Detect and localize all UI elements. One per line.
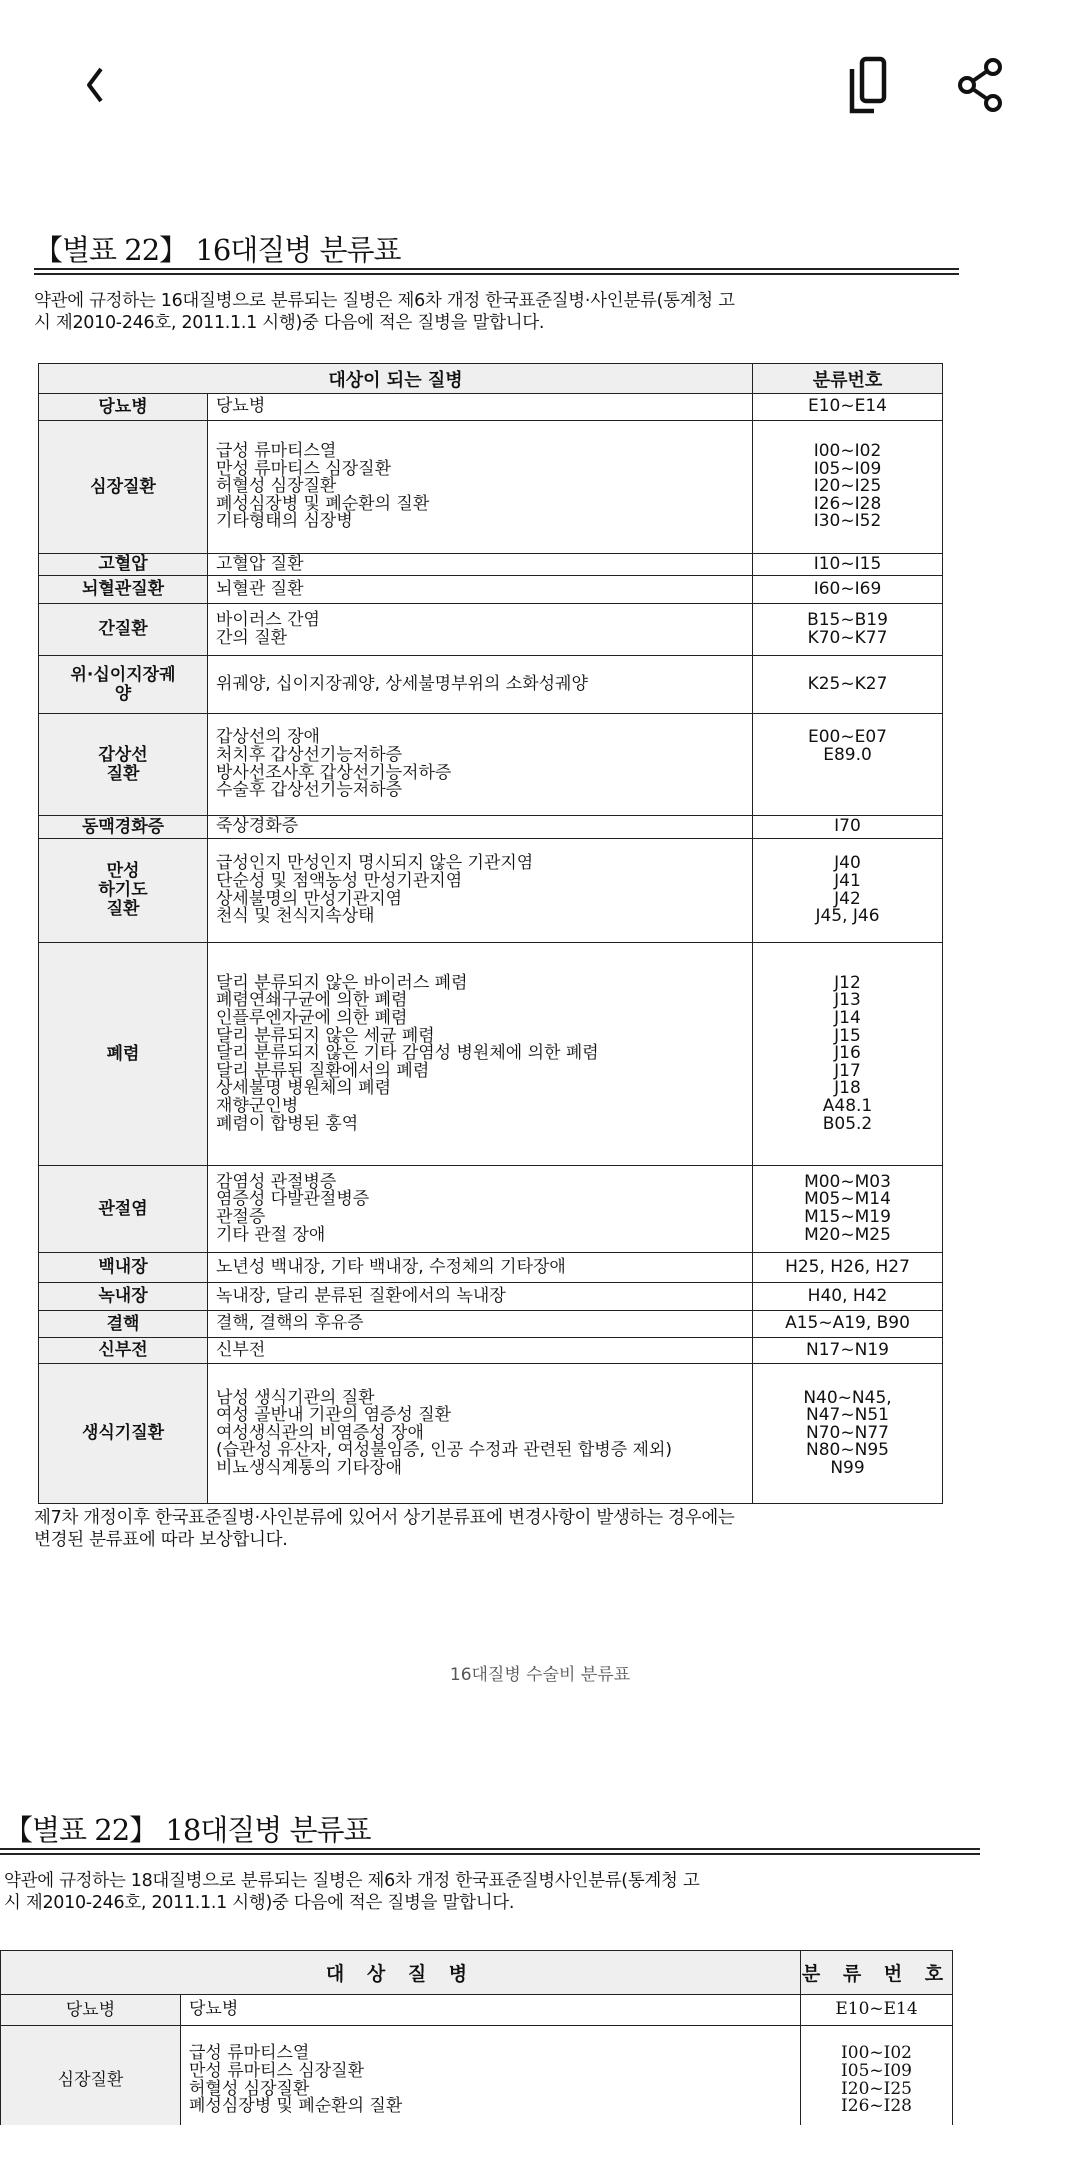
category-cell: 당뇨병 xyxy=(1,1995,181,2026)
table-row xyxy=(39,1364,943,1504)
disease-cell: 고혈압 질환 xyxy=(208,554,753,576)
table-row xyxy=(1,1995,953,2026)
code-cell: I70 xyxy=(753,816,943,839)
disease-cell: 위궤양, 십이지장궤양, 상세불명부위의 소화성궤양 xyxy=(208,656,753,714)
copy-icon xyxy=(846,55,894,115)
section-18-title: 【별표 22】 18대질병 분류표 xyxy=(4,1813,371,1847)
back-button[interactable] xyxy=(70,60,120,110)
table-row xyxy=(39,839,943,943)
disease-cell: 신부전 xyxy=(208,1338,753,1364)
disease-cell: 갑상선의 장애 처치후 갑상선기능저하증 방사선조사후 갑상선기능저하증 수술후 갑상선기능저하증 xyxy=(208,714,753,816)
table-row xyxy=(39,1166,943,1253)
header-code: 분 류 번 호 xyxy=(801,1951,953,1995)
top-app-bar xyxy=(0,0,1080,170)
table-row xyxy=(1,2026,953,2126)
table-row xyxy=(39,421,943,554)
header-code: 분류번호 xyxy=(753,364,943,394)
code-cell: M00~M03 M05~M14 M15~M19 M20~M25 xyxy=(753,1166,943,1253)
disease-cell: 뇌혈관 질환 xyxy=(208,576,753,604)
disease-cell: 당뇨병 xyxy=(181,1995,801,2026)
category-cell: 동맥경화증 xyxy=(39,816,208,839)
disease-cell: 바이러스 간염 간의 질환 xyxy=(208,604,753,656)
category-cell: 만성 하기도 질환 xyxy=(39,839,208,943)
table-row xyxy=(39,1253,943,1283)
table-row xyxy=(39,1338,943,1364)
table-row xyxy=(39,1311,943,1338)
category-cell: 심장질환 xyxy=(1,2026,181,2126)
table-row xyxy=(39,604,943,656)
share-button[interactable] xyxy=(950,52,1010,117)
code-cell: E10~E14 xyxy=(801,1995,953,2026)
disease-cell: 남성 생식기관의 질환 여성 골반내 기관의 염증성 질환 여성생식관의 비염증성 장애 (습관성 유산자, 여성불임증, 인공 수정과 관련된 합병증 제외) 비뇨생식계통의 기타장애 xyxy=(208,1364,753,1504)
image-caption: 16대질병 수술비 분류표 xyxy=(449,1665,631,1685)
code-cell: E10~E14 xyxy=(753,394,943,421)
disease-cell: 노년성 백내장, 기타 백내장, 수정체의 기타장애 xyxy=(208,1253,753,1283)
code-cell: J40 J41 J42 J45, J46 xyxy=(753,839,943,943)
table-row xyxy=(39,1283,943,1311)
category-cell: 고혈압 xyxy=(39,554,208,576)
disease-cell: 결핵, 결핵의 후유증 xyxy=(208,1311,753,1338)
disease-cell: 달리 분류되지 않은 바이러스 폐렴 폐렴연쇄구균에 의한 폐렴 인플루엔자균에 의한 폐렴 달리 분류되지 않은 세균 폐렴 달리 분류되지 않은 기타 감염성 병원체에 의한 폐렴 달리 분류된 질환에서의 폐렴 상세불명 병원체의 폐렴 재향군인병 폐렴이 합병된 홍역 xyxy=(208,943,753,1166)
table-header-row xyxy=(1,1951,953,1995)
section-16-title: 【별표 22】 16대질병 분류표 xyxy=(34,233,401,267)
code-cell: K25~K27 xyxy=(753,656,943,714)
code-cell: B15~B19 K70~K77 xyxy=(753,604,943,656)
category-cell: 폐렴 xyxy=(39,943,208,1166)
category-cell: 결핵 xyxy=(39,1311,208,1338)
category-cell: 위·십이지장궤 양 xyxy=(39,656,208,714)
category-cell: 신부전 xyxy=(39,1338,208,1364)
section-18-intro: 약관에 규정하는 18대질병으로 분류되는 질병은 제6차 개정 한국표준질병사인분류(통계청 고 시 제2010-246호, 2011.1.1 시행)중 다음에 적은 질병을 말합니다. xyxy=(4,1871,700,1913)
table-row xyxy=(39,554,943,576)
disease-18-table xyxy=(0,1950,953,2125)
table-row xyxy=(39,394,943,421)
category-cell: 백내장 xyxy=(39,1253,208,1283)
disease-cell: 급성 류마티스열 만성 류마티스 심장질환 허혈성 심장질환 폐성심장병 및 폐순환의 질환 기타형태의 심장병 xyxy=(208,421,753,554)
table-row xyxy=(39,576,943,604)
table-row xyxy=(39,943,943,1166)
table-row xyxy=(39,816,943,839)
disease-cell: 급성인지 만성인지 명시되지 않은 기관지염 단순성 및 점액농성 만성기관지염 상세불명의 만성기관지염 천식 및 천식지속상태 xyxy=(208,839,753,943)
code-cell: H25, H26, H27 xyxy=(753,1253,943,1283)
disease-cell: 감염성 관절병증 염증성 다발관절병증 관절증 기타 관절 장애 xyxy=(208,1166,753,1253)
category-cell: 간질환 xyxy=(39,604,208,656)
disease-cell: 죽상경화증 xyxy=(208,816,753,839)
section-16-footnote: 제7차 개정이후 한국표준질병·사인분류에 있어서 상기분류표에 변경사항이 발생하는 경우에는 변경된 분류표에 따라 보상합니다. xyxy=(34,1508,735,1550)
code-cell: H40, H42 xyxy=(753,1283,943,1311)
category-cell: 심장질환 xyxy=(39,421,208,554)
category-cell: 갑상선 질환 xyxy=(39,714,208,816)
code-cell: I60~I69 xyxy=(753,576,943,604)
copy-button[interactable] xyxy=(840,52,900,117)
code-cell: A15~A19, B90 xyxy=(753,1311,943,1338)
disease-cell: 급성 류마티스열 만성 류마티스 심장질환 허혈성 심장질환 폐성심장병 및 폐순환의 질환 xyxy=(181,2026,801,2126)
chevron-left-icon xyxy=(83,65,107,105)
disease-cell: 당뇨병 xyxy=(208,394,753,421)
code-cell: N17~N19 xyxy=(753,1338,943,1364)
category-cell: 생식기질환 xyxy=(39,1364,208,1504)
table-header-row xyxy=(39,364,943,394)
category-cell: 당뇨병 xyxy=(39,394,208,421)
title-double-rule xyxy=(0,1848,980,1855)
category-cell: 관절염 xyxy=(39,1166,208,1253)
disease-16-table xyxy=(38,363,943,1504)
code-cell: N40~N45, N47~N51 N70~N77 N80~N95 N99 xyxy=(753,1364,943,1504)
header-disease: 대상이 되는 질병 xyxy=(39,364,753,394)
title-double-rule xyxy=(34,268,959,275)
category-cell: 녹내장 xyxy=(39,1283,208,1311)
share-icon xyxy=(955,55,1005,115)
section-18-table-viewport xyxy=(0,1948,1080,2125)
table-row xyxy=(39,656,943,714)
code-cell: E00~E07 E89.0 xyxy=(753,714,943,816)
header-disease: 대 상 질 병 xyxy=(1,1951,801,1995)
code-cell: I10~I15 xyxy=(753,554,943,576)
code-cell: I00~I02 I05~I09 I20~I25 I26~I28 I30~I52 xyxy=(753,421,943,554)
category-cell: 뇌혈관질환 xyxy=(39,576,208,604)
code-cell: J12 J13 J14 J15 J16 J17 J18 A48.1 B05.2 xyxy=(753,943,943,1166)
table-row xyxy=(39,714,943,816)
code-cell: I00~I02 I05~I09 I20~I25 I26~I28 xyxy=(801,2026,953,2126)
disease-cell: 녹내장, 달리 분류된 질환에서의 녹내장 xyxy=(208,1283,753,1311)
section-16-intro: 약관에 규정하는 16대질병으로 분류되는 질병은 제6차 개정 한국표준질병·사인분류(통계청 고 시 제2010-246호, 2011.1.1 시행)중 다음에 적은 질병을 말합니다. xyxy=(34,291,735,333)
